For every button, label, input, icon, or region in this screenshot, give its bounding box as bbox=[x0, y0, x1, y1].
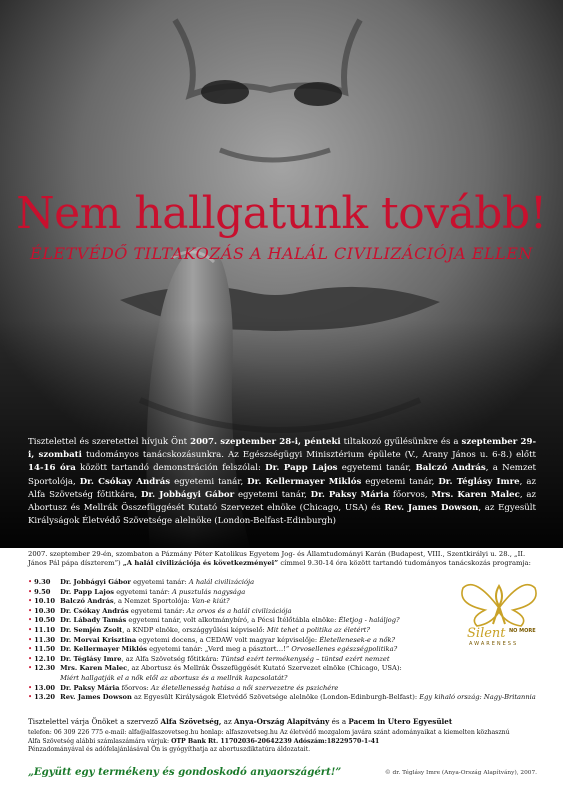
slogan: „Együtt egy termékeny és gondoskodó anyaországért!” bbox=[28, 766, 342, 778]
speaker-role: egyetemi tanár, volt alkotmánybíró, a Pécsi Ítélőtábla elnöke: bbox=[126, 616, 339, 625]
program-time: 13.00 bbox=[34, 683, 56, 692]
speaker-role: egyetemi docens, a CEDAW volt magyar képviselője: bbox=[136, 635, 320, 644]
speaker-role: az Egyesült Királyságok Életvédő Szövetsége alelnöke (London-Edinburgh-Belfast): bbox=[131, 693, 420, 702]
bullet-icon: • bbox=[28, 654, 33, 663]
program-heading: 2007. szeptember 29-én, szombaton a Pázmány Péter Katolikus Egyetem Jog- és Államtudományi Karán (Budapest, VIII., Szentkirályi u. 28., „II. János Pál pápa díszterem”) „A halál civilizációja és következményei” címmel 9.30-14 óra között tartandó tudományos tanácskozás programja: bbox=[28, 550, 531, 567]
talk-title: Mit tehet a politika az életért? bbox=[266, 625, 370, 634]
program-time: 11.50 bbox=[34, 645, 56, 654]
logo-nomore-text: NO MORE bbox=[509, 628, 536, 634]
bullet-icon: • bbox=[28, 693, 33, 702]
talk-title: Tüntsd ezért termékenység – tüntsd ezért nemzet bbox=[220, 654, 390, 663]
program-item bbox=[28, 578, 443, 588]
program-item bbox=[28, 636, 443, 646]
program-time: 10.10 bbox=[34, 597, 56, 606]
speaker-role: , a Nemzet Sportolója: bbox=[113, 597, 192, 606]
program-item bbox=[28, 655, 443, 665]
speaker-name: Dr. Morvai Krisztina bbox=[60, 635, 137, 644]
contact-details bbox=[28, 729, 536, 755]
speaker-name: Dr. Lábady Tamás bbox=[60, 616, 127, 625]
bullet-icon: • bbox=[28, 635, 33, 644]
speaker-name: Balczó András bbox=[60, 597, 114, 606]
speaker-name: Dr. Papp Lajos bbox=[60, 587, 115, 596]
program-time: 11.10 bbox=[34, 625, 56, 634]
speaker-name: Dr. Jobbágyi Gábor bbox=[60, 578, 131, 586]
speaker-role: egyetemi tanár: bbox=[130, 578, 189, 586]
talk-title: Életellenesek-e a nők? bbox=[319, 635, 396, 644]
logo-awareness-text: AWARENESS bbox=[469, 641, 519, 647]
program-time: 13.20 bbox=[34, 693, 56, 702]
bullet-icon: • bbox=[28, 616, 33, 625]
talk-title: Egy kihaló ország: Nagy-Britannia bbox=[419, 693, 536, 702]
intro-paragraph: Tisztelettel és szeretettel hívjuk Önt 2007. szeptember 28-i, pénteki tiltakozó gyűlésünkre és a szeptember 29-i, szombati tudományos tanácskozásunkra. Az Egészségügyi Minisztérium épülete (V., Arany János u. 6-8.) előtt 14-16 óra között tartandó demonstráción felszólal: Dr. Papp Lajos egyetemi tanár, Balczó András, a Nemzet Sportolója, Dr. Csókay András egyetemi tanár, Dr. Kellermayer Miklós egyetemi tanár, Dr. Téglásy Imre, az Alfa Szövetség főtitkára, Dr. Jobbágyi Gábor egyetemi tanár, Dr. Paksy Mária főorvos, Mrs. Karen Malec, az Abortusz és Mellrák Összefüggését Kutató Szervezet elnöke (Chicago, USA) és Rev. James Dowson, az Egyesült Királyságok Életvédő Szövetsége alelnöke (London-Belfast-Edinburgh) bbox=[28, 437, 537, 527]
donation-line: Pénzadományával és adófelajánlásával Ön is gyógyíthatja az abortuszdiktatúra áldozatait. bbox=[28, 746, 311, 754]
speaker-name: Dr. Kellermayer Miklós bbox=[60, 645, 148, 654]
speaker-role: egyetemi tanár: bbox=[114, 587, 172, 596]
program-time: 10.50 bbox=[34, 616, 56, 625]
program-time: 10.30 bbox=[34, 606, 56, 615]
program-time: 12.10 bbox=[34, 654, 56, 663]
speaker-name: Dr. Semjén Zsolt bbox=[60, 625, 123, 634]
silent-no-more-logo bbox=[455, 578, 543, 654]
speaker-name: Dr. Csókay András bbox=[60, 606, 129, 615]
butterfly-ribbon-icon bbox=[455, 578, 543, 628]
talk-title: Életjog - haláljog? bbox=[338, 616, 400, 625]
poster-subtitle: ÉLETVÉDŐ TILTAKOZÁS A HALÁL CIVILIZÁCIÓJA ELLEN bbox=[30, 244, 533, 263]
bullet-icon: • bbox=[28, 597, 33, 606]
bullet-icon: • bbox=[28, 578, 33, 586]
program-time: 9.30 bbox=[34, 578, 51, 586]
poster-title: Nem hallgatunk tovább! bbox=[16, 188, 547, 239]
program-time: 12.30 bbox=[34, 664, 56, 673]
talk-title: Van-e kiút? bbox=[191, 597, 230, 606]
program-item bbox=[28, 616, 443, 626]
speaker-name: Dr. Paksy Mária bbox=[60, 683, 120, 692]
bullet-icon: • bbox=[28, 587, 33, 596]
program-item bbox=[28, 693, 536, 703]
talk-title: Orvosellenes egészségpolitika? bbox=[291, 645, 398, 654]
speaker-role: főorvos: bbox=[119, 683, 151, 692]
contact-line: telefon: 06 309 226 775 e-mail: alfa@alfaszovetseg.hu honlap: alfaszovetseg.hu Az életvédő mozgalom javára szánt adományaikat a kiemelten közhasznú bbox=[28, 729, 510, 736]
program-item bbox=[28, 597, 443, 607]
program-item bbox=[28, 607, 443, 617]
program-item bbox=[28, 664, 443, 674]
speaker-role: , az Abortusz és Mellrák Összefüggését Kutató Szervezet elnöke (Chicago, USA): bbox=[127, 664, 402, 673]
bullet-icon: • bbox=[28, 625, 33, 634]
logo-silent-text: Silent bbox=[467, 626, 506, 641]
program-item bbox=[28, 645, 443, 655]
speaker-role: egyetemi tanár: „Verd meg a pásztort…!” bbox=[147, 645, 292, 654]
speaker-name: Mrs. Karen Malec bbox=[60, 664, 128, 673]
bank-line: Alfa Szövetség alábbi számlaszámára várjuk: OTP Bank Rt. 11702036-20642239 Adószám:18229570-1-41 bbox=[28, 737, 380, 745]
organizers-line: Tisztelettel várja Önöket a szervező Alfa Szövetség, az Anya-Ország Alapítvány és a Pacem in Utero Egyesület bbox=[28, 717, 453, 726]
talk-title: Az orvos és a halál civilizációja bbox=[186, 606, 292, 615]
speaker-role: egyetemi tanár: bbox=[128, 606, 187, 615]
bullet-icon: • bbox=[28, 664, 33, 673]
program-item bbox=[28, 626, 443, 636]
speaker-name: Dr. Téglásy Imre bbox=[60, 654, 122, 663]
program-time: 9.50 bbox=[34, 587, 51, 596]
program-item bbox=[28, 588, 443, 598]
program-time: 11.30 bbox=[34, 635, 56, 644]
program-item bbox=[28, 684, 443, 694]
copyright: © dr. Téglásy Imre (Anya-Ország Alapítvány), 2007. bbox=[384, 770, 537, 776]
bullet-icon: • bbox=[28, 606, 33, 615]
talk-title: Az életellenesség hatása a női szervezetre és pszichére bbox=[150, 683, 339, 692]
talk-title: Miért hallgatják el a nők elől az abortusz és a mellrák kapcsolatát? bbox=[60, 673, 288, 682]
program-item bbox=[28, 674, 443, 684]
speaker-role: , az Alfa Szövetség főtitkára: bbox=[121, 654, 221, 663]
speaker-role: , a KNDP elnöke, országgyűlési képviselő: bbox=[122, 625, 267, 634]
bullet-icon: • bbox=[28, 645, 33, 654]
speaker-name: Rev. James Dowson bbox=[60, 693, 132, 702]
talk-title: A pusztulás nagysága bbox=[171, 587, 246, 596]
bullet-icon: • bbox=[28, 683, 33, 692]
talk-title: A halál civilizációja bbox=[188, 578, 255, 586]
